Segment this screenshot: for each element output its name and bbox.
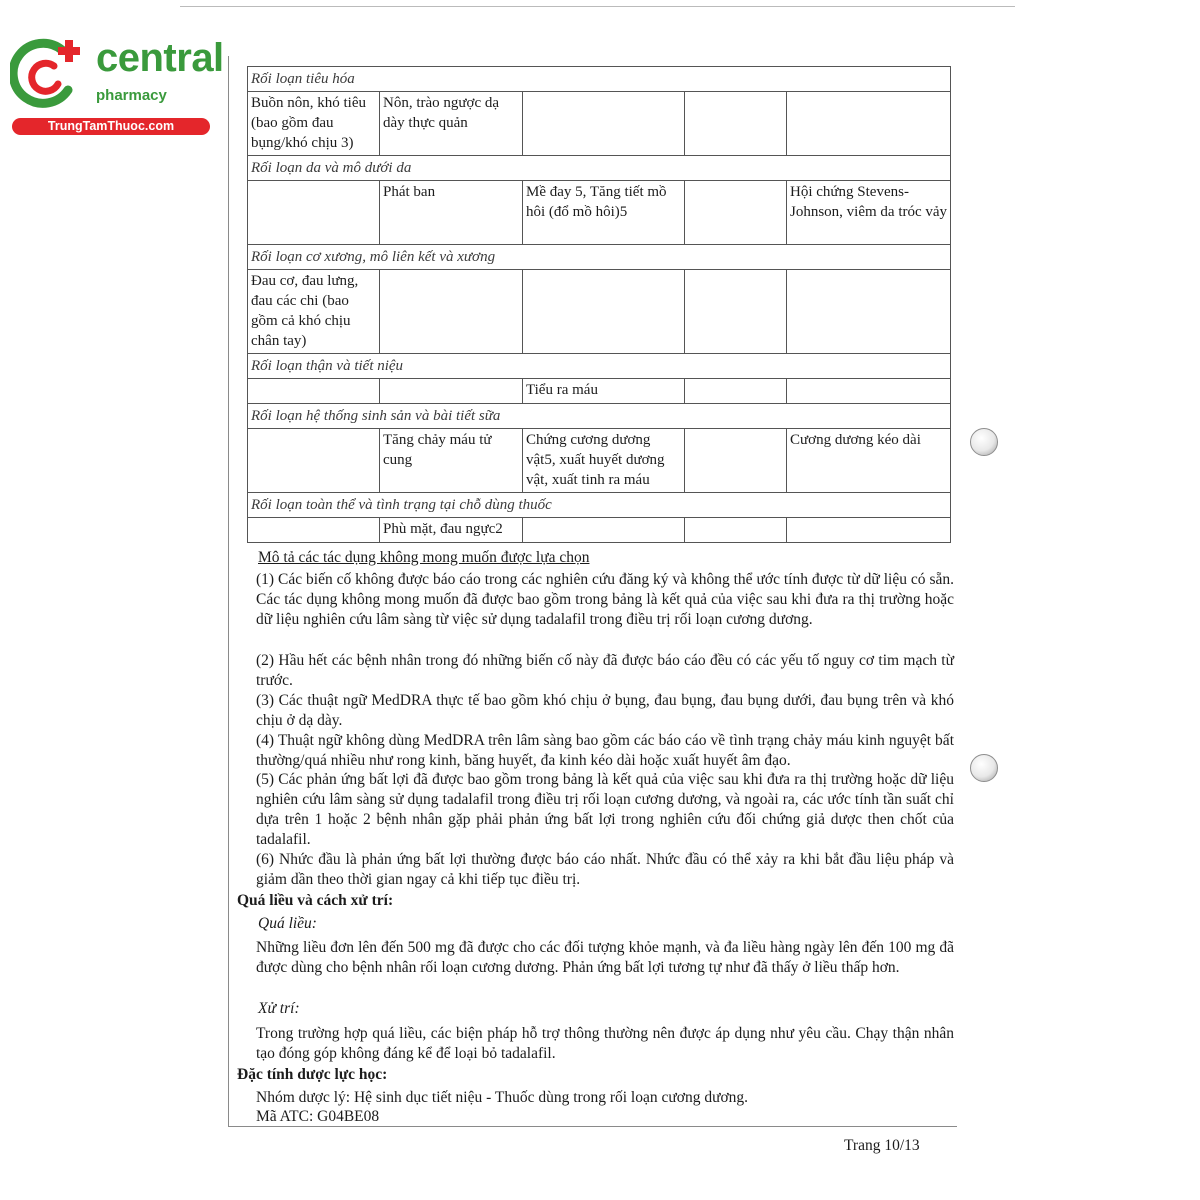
table-cell — [523, 270, 685, 354]
note-2: (2) Hầu hết các bệnh nhân trong đó những biến cố này đã được báo cáo đều có các yếu tố nguy cơ tim mạch từ trước. — [256, 652, 954, 689]
note-4: (4) Thuật ngữ không dùng MedDRA trên lâm sàng bao gồm các báo cáo về tình trạng chảy máu kinh nguyệt bất thường/quá nhiều như rong kinh, băng huyết, đa kinh kéo dài hoặc xuất huyết âm đạo. — [256, 732, 954, 769]
table-row — [248, 92, 951, 156]
section-musculoskeletal: Rối loạn cơ xương, mô liên kết và xương — [248, 245, 951, 270]
table-row — [248, 518, 951, 543]
table-row — [248, 493, 951, 518]
table-cell — [523, 518, 685, 543]
table-cell — [248, 379, 380, 404]
table-cell: Nôn, trào ngược dạ dày thực quản — [380, 92, 523, 156]
table-cell: Phù mặt, đau ngực2 — [380, 518, 523, 543]
note-1: (1) Các biến cố không được báo cáo trong các nghiên cứu đăng ký và không thể ước tính được từ dữ liệu có sẵn. Các tác dụng không mong muốn đã được bao gồm trong bảng là kết quả của việc sau khi đưa ra thị trường hoặc dữ liệu nghiên cứu lâm sàng từ việc sử dụng tadalafil trong điều trị rối loạn cương dương. — [256, 571, 954, 628]
punch-hole — [970, 428, 998, 456]
section-renal: Rối loạn thận và tiết niệu — [248, 354, 951, 379]
atc-code: Mã ATC: G04BE08 — [256, 1108, 380, 1125]
table-cell: Cương dương kéo dài — [787, 429, 951, 493]
table-cell — [685, 518, 787, 543]
table-cell — [787, 92, 951, 156]
table-row — [248, 67, 951, 92]
table-row — [248, 270, 951, 354]
table-cell — [380, 270, 523, 354]
logo-url[interactable]: TrungTamThuoc.com — [12, 118, 210, 135]
page-number: Trang 10/13 — [844, 1137, 920, 1154]
table-row — [248, 379, 951, 404]
table-cell: Chứng cương dương vật5, xuất huyết dương vật, xuất tinh ra máu — [523, 429, 685, 493]
table-cell — [787, 270, 951, 354]
table-cell — [685, 270, 787, 354]
pharmacy-cross-icon — [10, 38, 84, 112]
management-paragraph: Trong trường hợp quá liều, các biện pháp hỗ trợ thông thường nên được áp dụng như yêu cầu. Chạy thận nhân tạo đóng góp không đáng kể để loại bỏ tadalafil. — [256, 1025, 954, 1062]
pharmacological-group: Nhóm dược lý: Hệ sinh dục tiết niệu - Thuốc dùng trong rối loạn cương dương. — [256, 1089, 749, 1106]
table-cell — [685, 181, 787, 245]
section-general: Rối loạn toàn thể và tình trạng tại chỗ dùng thuốc — [248, 493, 951, 518]
table-row — [248, 404, 951, 429]
table-cell — [787, 379, 951, 404]
note-5: (5) Các phản ứng bất lợi đã được bao gồm trong bảng là kết quả của việc sau khi đưa ra thị trường hoặc dữ liệu nghiên cứu lâm sàng sử dụng tadalafil trong điều trị rối loạn cương dương, và ngoài ra, các ước tính tần suất chỉ dựa trên 1 hoặc 2 bệnh nhân gặp phải phản ứng bất lợi trong nghiên cứu đối chứng giả dược then chốt của tadalafil. — [256, 771, 954, 848]
page-top-edge — [180, 6, 1015, 7]
overdose-heading: Quá liều và cách xử trí: — [237, 892, 394, 909]
table-cell: Buồn nôn, khó tiêu (bao gồm đau bụng/khó chịu 3) — [248, 92, 380, 156]
table-row — [248, 245, 951, 270]
table-cell — [685, 379, 787, 404]
table-cell — [685, 92, 787, 156]
table-cell — [787, 518, 951, 543]
punch-hole — [970, 754, 998, 782]
table-row — [248, 156, 951, 181]
table-cell — [685, 429, 787, 493]
table-row — [248, 181, 951, 245]
table-row — [248, 354, 951, 379]
table-cell: Tăng chảy máu tử cung — [380, 429, 523, 493]
table-cell — [380, 379, 523, 404]
overdose-paragraph: Những liều đơn lên đến 500 mg đã được cho các đối tượng khỏe mạnh, và đa liều hàng ngày lên đến 100 mg đã được dùng cho bệnh nhân rối loạn cương dương. Phản ứng bất lợi tương tự như đã thấy ở liều thấp hơn. — [256, 939, 954, 976]
section-reproductive: Rối loạn hệ thống sinh sản và bài tiết sữa — [248, 404, 951, 429]
logo-subtitle: pharmacy — [96, 87, 167, 104]
table-cell — [248, 518, 380, 543]
table-cell: Đau cơ, đau lưng, đau các chi (bao gồm cả khó chịu chân tay) — [248, 270, 380, 354]
management-subheading: Xử trí: — [258, 1000, 300, 1017]
note-6: (6) Nhức đầu là phản ứng bất lợi thường được báo cáo nhất. Nhức đầu có thể xảy ra khi bắt đầu liệu pháp và giảm dần theo thời gian ngay cả khi tiếp tục điều trị. — [256, 851, 954, 888]
note-3: (3) Các thuật ngữ MedDRA thực tế bao gồm khó chịu ở bụng, đau bụng, đau bụng dưới, đau bụng trên và khó chịu ở dạ dày. — [256, 692, 954, 729]
table-row — [248, 429, 951, 493]
table-cell — [248, 181, 380, 245]
section-skin: Rối loạn da và mô dưới da — [248, 156, 951, 181]
table-cell — [248, 429, 380, 493]
table-cell: Phát ban — [380, 181, 523, 245]
table-cell: Mề đay 5, Tăng tiết mồ hôi (đổ mồ hôi)5 — [523, 181, 685, 245]
overdose-subheading: Quá liều: — [258, 915, 317, 932]
section-gi: Rối loạn tiêu hóa — [248, 67, 951, 92]
central-pharmacy-logo[interactable] — [10, 36, 224, 138]
notes-heading: Mô tả các tác dụng không mong muốn được lựa chọn — [258, 549, 590, 566]
adverse-effects-table — [247, 66, 951, 543]
table-cell — [523, 92, 685, 156]
table-cell: Hội chứng Stevens-Johnson, viêm da tróc vảy — [787, 181, 951, 245]
pharmacodynamics-heading: Đặc tính dược lực học: — [237, 1066, 388, 1083]
table-cell: Tiểu ra máu — [523, 379, 685, 404]
logo-name: central — [96, 36, 224, 80]
